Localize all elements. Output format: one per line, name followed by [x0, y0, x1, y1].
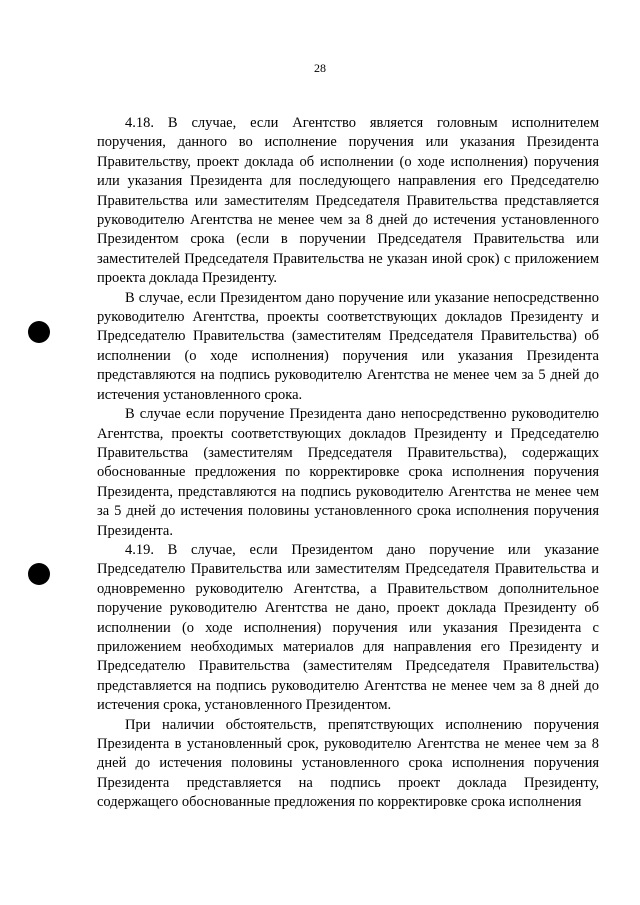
punch-hole-mark	[28, 321, 50, 343]
document-body	[97, 114, 599, 813]
paragraph-4-19: 4.19. В случае, если Президентом дано поручение или указание Председателю Правительства или заместителям Председателя Правительства и одновременно руководителю Агентства, а Правительством дополнительное поручение руководителю Агентства не дано, проект доклада Президенту об исполнении (о ходе исполнения) поручения или указания Президента с приложением необходимых материалов для направления его Президенту и Председателю Правительства (заместителям Председателя Правительства) представляется на подпись руководителю Агентства не менее чем за 8 дней до истечения срока, установленного Президентом.	[97, 541, 599, 714]
punch-hole-mark	[28, 563, 50, 585]
paragraph-president-direct-order: В случае, если Президентом дано поручение или указание непосредственно руководителю Агентства, проекты соответствующих докладов Президенту и Председателю Правительства (заместителям Председателя Правительства) об исполнении (о ходе исполнения) поручения или указания Президента представляются на подпись руководителю Агентства не менее чем за 5 дней до истечения установленного срока.	[97, 289, 599, 403]
page-number: 28	[314, 61, 326, 75]
paragraph-4-18: 4.18. В случае, если Агентство является головным исполнителем поручения, данного во исполнение поручения или указания Президента Правительству, проект доклада об исполнении (о ходе исполнения) поручения или указания Президента для последующего направления его Председателю Правительства или заместителям Председателя Правительства представляется руководителю Агентства не менее чем за 8 дней до истечения установленного Президентом срока (если в поручении Председателя Правительства или заместителей Председателя Правительства не указан иной срок) с приложением проекта доклада Президенту.	[97, 115, 599, 287]
paragraph-deadline-correction: В случае если поручение Президента дано непосредственно руководителю Агентства, проекты соответствующих докладов Президенту и Председателю Правительства (заместителям Председателя Правительства), содержащих обоснованные предложения по корректировке срока исполнения поручения Президента, представляются на подпись руководителю Агентства не менее чем за 5 дней до истечения половины установленного срока исполнения поручения Президента.	[97, 406, 599, 539]
paragraph-obstacles: При наличии обстоятельств, препятствующих исполнению поручения Президента в установленный срок, руководителю Агентства не менее чем за 8 дней до истечения половины установленного срока исполнения поручения Президента представляется на подпись проект доклада Президенту, содержащего обоснованные предложения по корректировке срока исполнения	[97, 716, 599, 811]
